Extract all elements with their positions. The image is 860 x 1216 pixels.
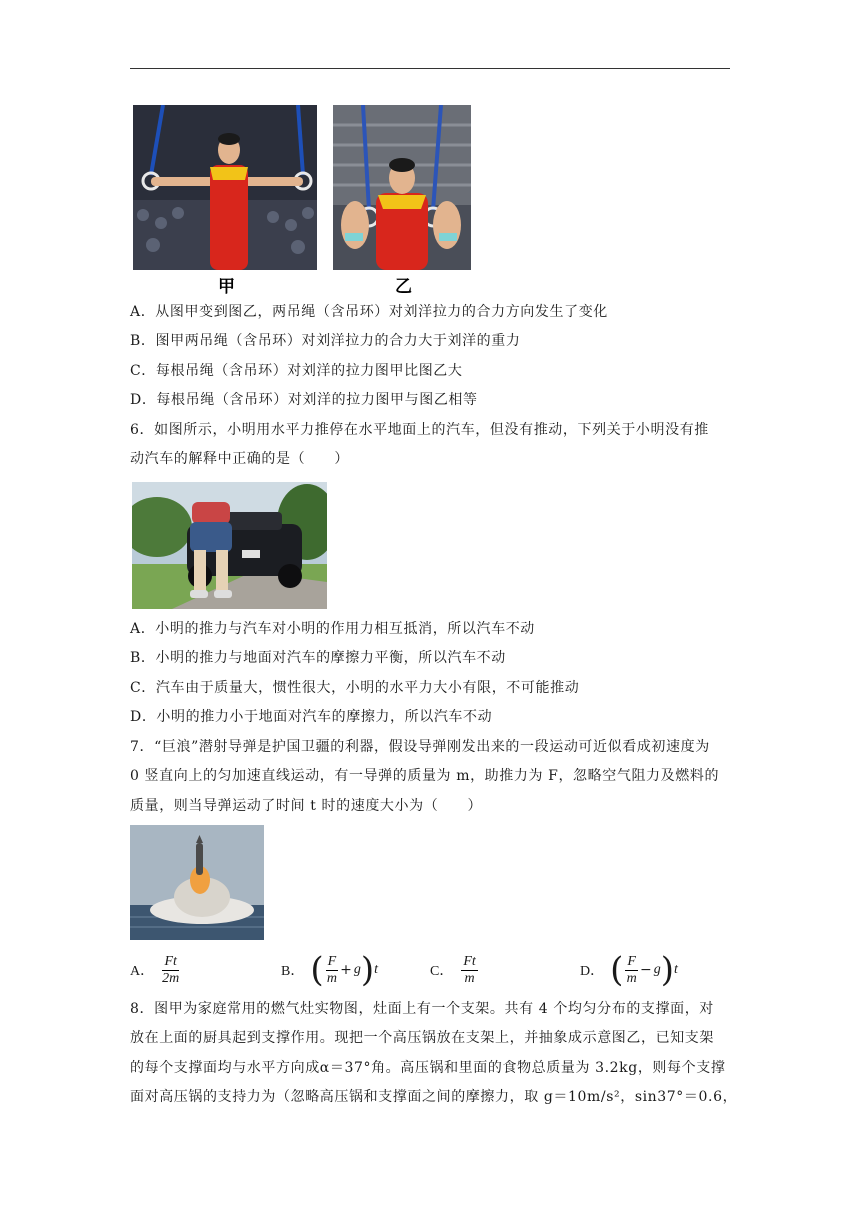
- q7-option-b: [281, 950, 378, 990]
- q7-option-a-denominator: 2m: [162, 970, 180, 986]
- q7-option-d: [580, 950, 678, 990]
- q7-option-d-right-paren: ): [660, 950, 674, 990]
- q7-option-b-right-paren: ): [360, 950, 375, 990]
- q7-option-d-left-paren: (: [610, 950, 624, 990]
- rings-photo-yi: [333, 105, 471, 270]
- q6-option-c: C．汽车由于质量大，惯性很大，小明的水平力大小有限，不可能推动: [130, 680, 580, 696]
- q8-stem-line3: 的每个支撑面均与水平方向成α＝37°角。高压锅和里面的食物总质量为 3.2kg，则每个支撑: [130, 1060, 726, 1076]
- rings-photo-jia: [133, 105, 317, 270]
- q7-option-c-label: C．: [430, 964, 454, 979]
- q7-option-d-label: D．: [580, 964, 605, 979]
- q8-stem-line1: 8．图甲为家庭常用的燃气灶实物图，灶面上有一个支架。共有 4 个均匀分布的支撑面，对: [130, 1001, 714, 1017]
- q7-stem-line3: 质量，则当导弹运动了时间 t 时的速度大小为（ ）: [130, 798, 483, 814]
- figure-caption-yi: 乙: [395, 277, 412, 297]
- q7-option-a: [130, 950, 181, 990]
- q5-option-d: D．每根吊绳（含吊环）对刘洋的拉力图甲与图乙相等: [130, 392, 478, 408]
- q7-option-d-numerator: F: [627, 953, 636, 969]
- missile-launch-photo: [130, 825, 264, 940]
- q6-option-b: B．小明的推力与地面对汽车的摩擦力平衡，所以汽车不动: [130, 650, 506, 666]
- car-push-photo: [132, 482, 327, 609]
- q5-option-a: A．从图甲变到图乙，两吊绳（含吊环）对刘洋拉力的合力方向发生了变化: [130, 304, 608, 320]
- q7-option-b-label: B．: [281, 964, 305, 979]
- q8-stem-line4: 面对高压锅的支持力为（忽略高压锅和支撑面之间的摩擦力，取 g＝10m/s²，sin37°＝0.6，: [130, 1089, 738, 1105]
- q7-option-a-label: A．: [130, 964, 155, 979]
- q7-option-c-numerator: Ft: [463, 953, 476, 969]
- q7-option-d-t: t: [673, 962, 678, 977]
- q7-option-d-g: g: [653, 962, 661, 977]
- q6-stem-line2: 动汽车的解释中正确的是（ ）: [130, 451, 349, 467]
- q7-option-b-t: t: [374, 962, 379, 977]
- q6-option-d: D．小明的推力小于地面对汽车的摩擦力，所以汽车不动: [130, 709, 493, 725]
- q7-option-c: [430, 950, 480, 990]
- q5-option-c: C．每根吊绳（含吊环）对刘洋的拉力图甲比图乙大: [130, 363, 463, 379]
- q8-stem-line2: 放在上面的厨具起到支撑作用。现把一个高压锅放在支架上，并抽象成示意图乙，已知支架: [130, 1030, 714, 1046]
- q7-option-b-g: g: [353, 962, 361, 977]
- q7-option-a-numerator: Ft: [162, 954, 179, 971]
- figure-caption-jia: 甲: [218, 277, 235, 297]
- q5-option-b: B．图甲两吊绳（含吊环）对刘洋拉力的合力大于刘洋的重力: [130, 333, 521, 349]
- q7-option-d-denominator: m: [626, 970, 637, 986]
- q6-option-a: A．小明的推力与汽车对小明的作用力相互抵消，所以汽车不动: [130, 621, 535, 637]
- q6-stem-line1: 6．如图所示，小明用水平力推停在水平地面上的汽车，但没有推动，下列关于小明没有推: [130, 422, 709, 438]
- q7-option-b-left-paren: (: [310, 950, 324, 990]
- q7-option-b-denominator: m: [326, 970, 337, 986]
- q7-option-b-numerator: F: [327, 953, 337, 969]
- q7-option-b-operator: +: [340, 962, 352, 978]
- q7-option-c-denominator: m: [464, 970, 475, 986]
- q7-option-d-operator: −: [639, 962, 652, 978]
- header-rule: [130, 68, 730, 69]
- q7-stem-line2: 0 竖直向上的匀加速直线运动，有一导弹的质量为 m，助推力为 F，忽略空气阻力及燃料的: [130, 768, 720, 784]
- q7-stem-line1: 7．“巨浪”潜射导弹是护国卫疆的利器，假设导弹刚发出来的一段运动可近似看成初速度为: [130, 739, 710, 755]
